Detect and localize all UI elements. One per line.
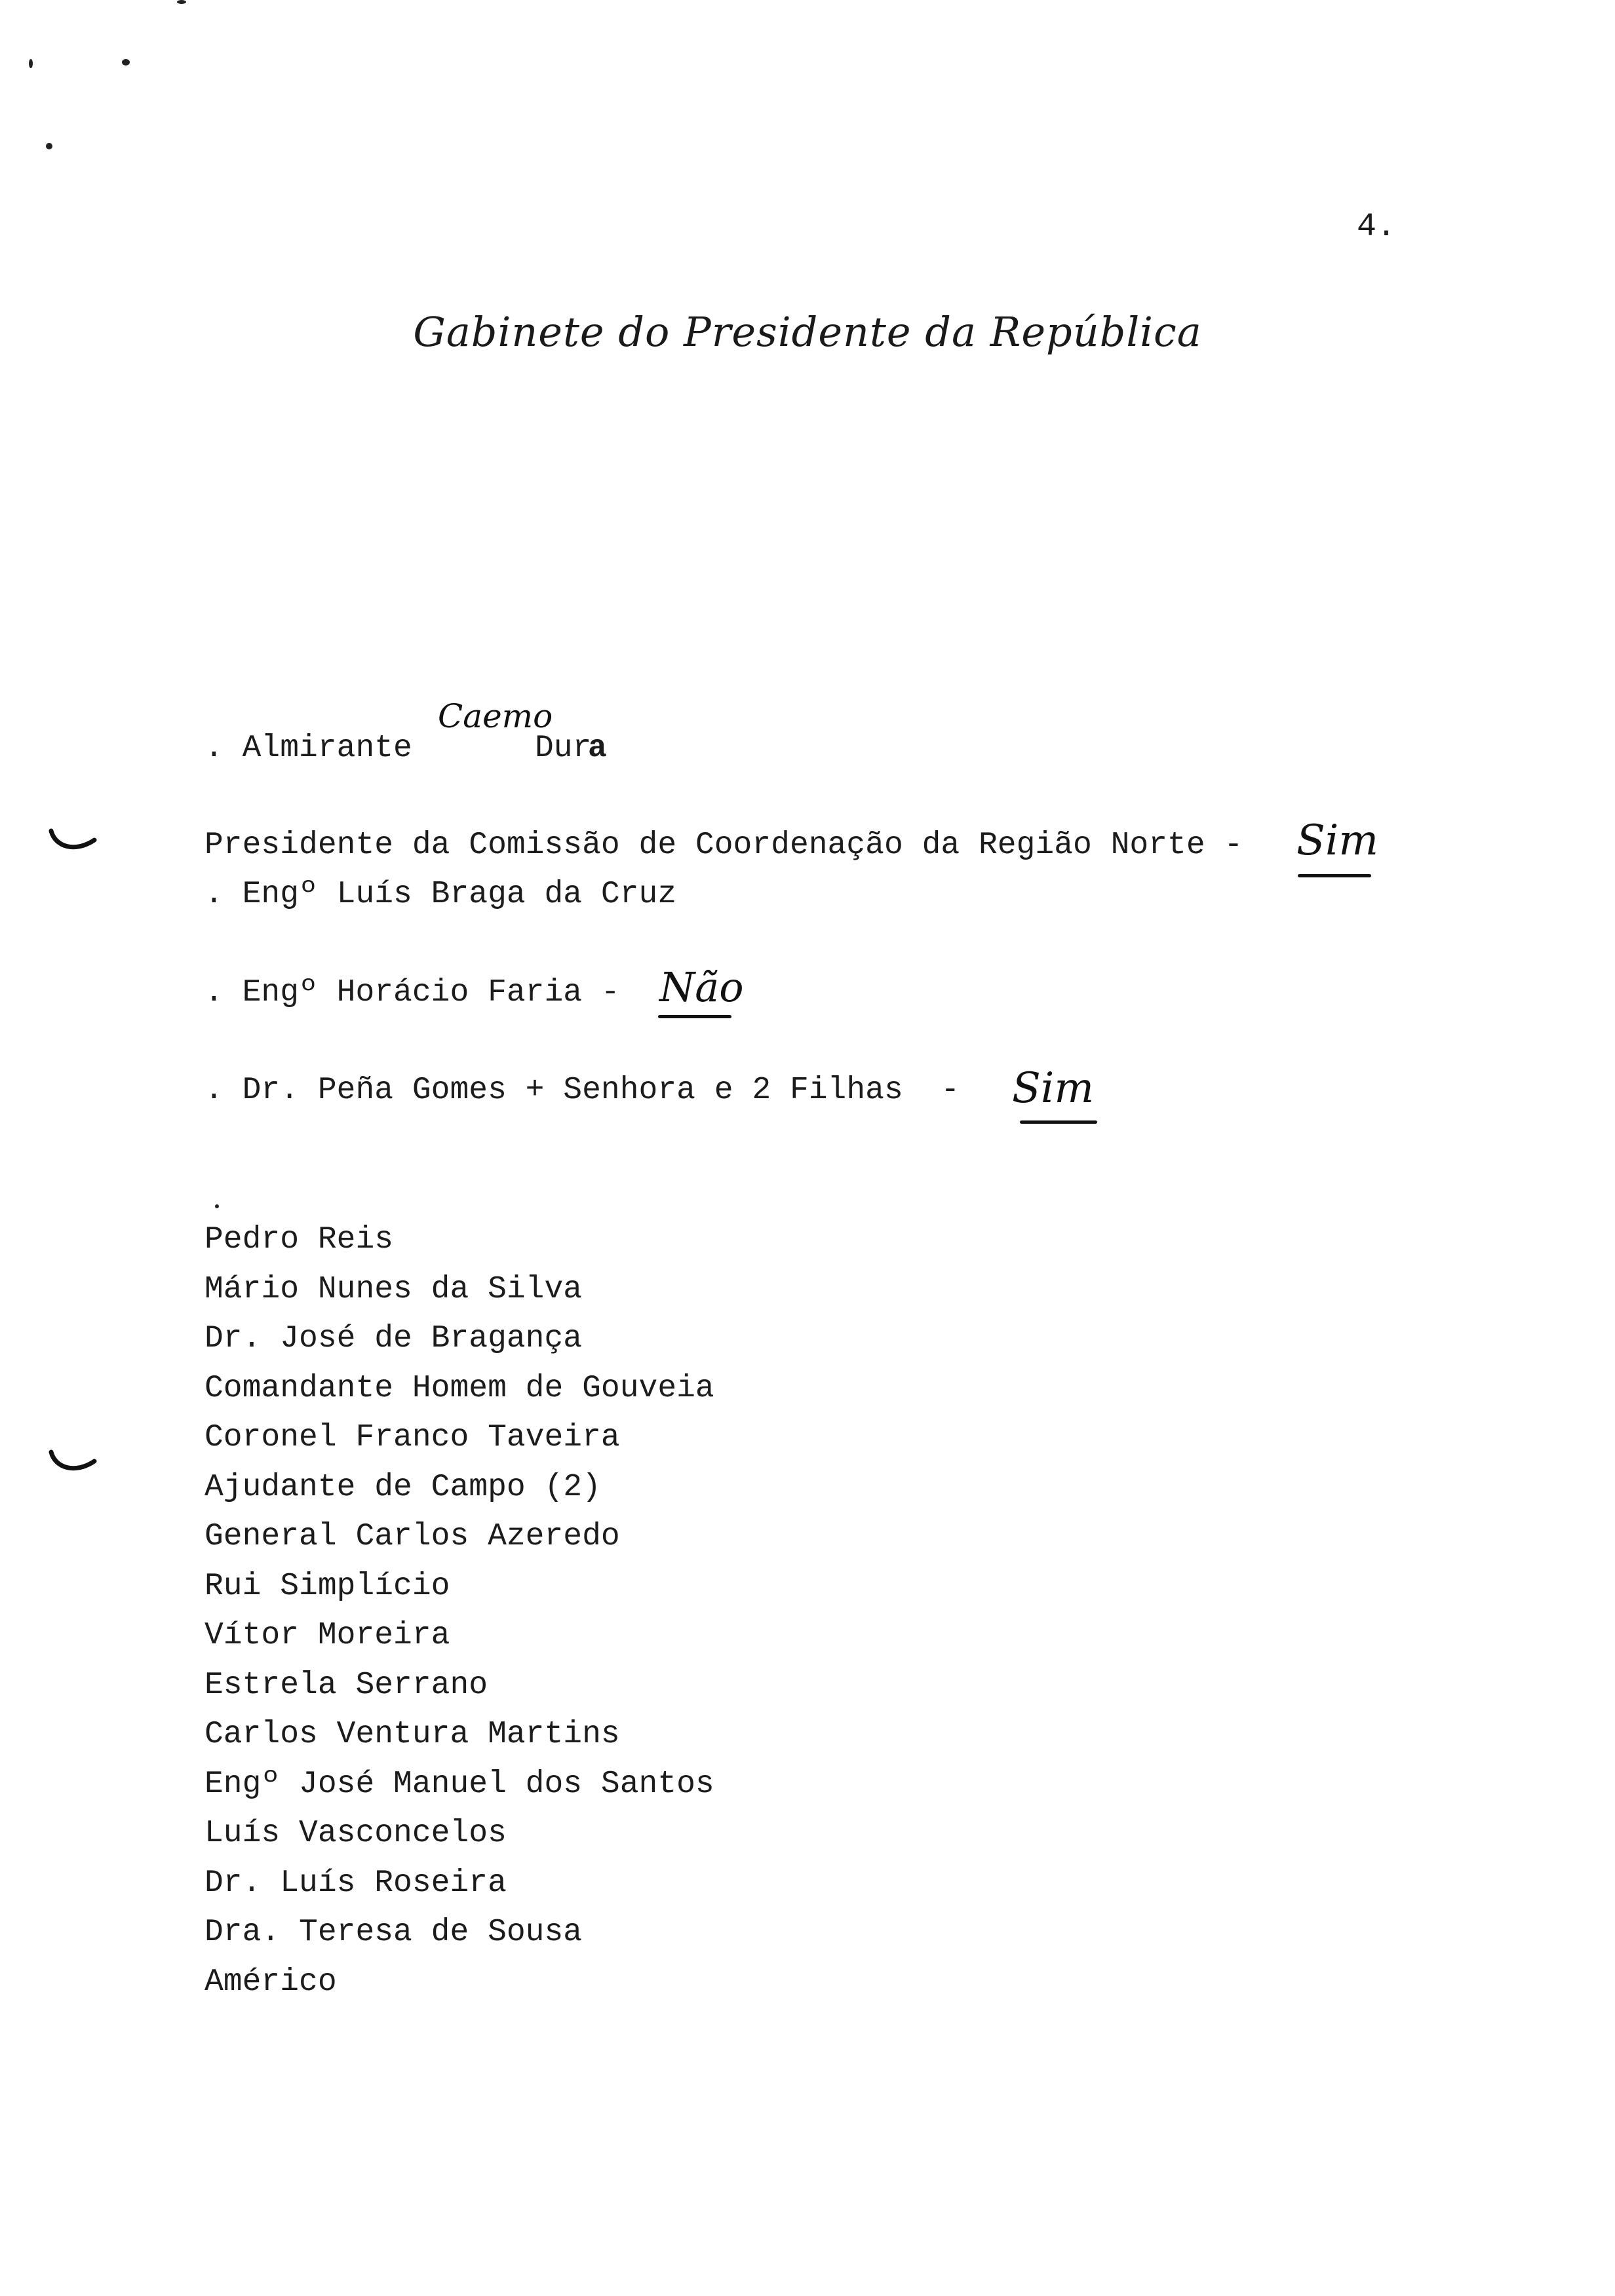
- list-item: Pedro Reis: [204, 1222, 394, 1257]
- list-item: Américo: [204, 1964, 337, 2000]
- handwritten-answer-nao: Não: [659, 963, 744, 1011]
- scan-speck: [122, 59, 130, 66]
- guest-list: [204, 1215, 714, 2007]
- list-item: Carlos Ventura Martins: [204, 1717, 620, 1752]
- list-item: Mário Nunes da Silva: [204, 1271, 583, 1307]
- scan-speck: [215, 1204, 219, 1208]
- handwritten-answer-sim: Sim: [1296, 816, 1378, 865]
- list-item: Dr. José de Bragança: [204, 1321, 583, 1356]
- entry-almirante: . Almirante: [204, 731, 412, 766]
- scan-speck: [46, 143, 52, 149]
- list-item: Dra. Teresa de Sousa: [204, 1915, 583, 1950]
- entry-almirante-surname: Dur: [535, 731, 592, 766]
- check-mark-icon: [49, 1448, 98, 1477]
- handwritten-underline: [1298, 874, 1371, 877]
- handwritten-insert: Caemo: [438, 697, 553, 735]
- handwritten-answer-sim: Sim: [1012, 1064, 1094, 1113]
- list-item: Ajudante de Campo (2): [204, 1469, 601, 1505]
- list-item: Coronel Franco Taveira: [204, 1420, 620, 1455]
- entry-braga-da-cruz: . Engº Luís Braga da Cruz: [204, 877, 677, 912]
- list-item: General Carlos Azeredo: [204, 1519, 620, 1554]
- surname-overwrite: a: [588, 731, 607, 766]
- list-item: Vítor Moreira: [204, 1618, 450, 1653]
- list-item: Rui Simplício: [204, 1568, 450, 1604]
- list-item: Engº José Manuel dos Santos: [204, 1766, 714, 1802]
- list-item: Luís Vasconcelos: [204, 1816, 507, 1851]
- entry-presidente-ccrn: Presidente da Comissão de Coordenação da Região Norte -: [204, 828, 1243, 863]
- handwritten-underline: [658, 1015, 731, 1018]
- letterhead-title: Gabinete do Presidente da República: [413, 308, 1202, 356]
- page-number: 4.: [1357, 208, 1397, 246]
- entry-horacio-faria: . Engº Horácio Faria -: [204, 975, 620, 1010]
- scan-speck: [177, 0, 186, 4]
- entry-pena-gomes: . Dr. Peña Gomes + Senhora e 2 Filhas -: [204, 1073, 960, 1108]
- handwritten-underline: [1020, 1120, 1097, 1124]
- list-item: Dr. Luís Roseira: [204, 1865, 507, 1901]
- list-item: Comandante Homem de Gouveia: [204, 1370, 714, 1406]
- scan-speck: [29, 59, 33, 68]
- check-mark-icon: [49, 827, 98, 856]
- list-item: Estrela Serrano: [204, 1667, 488, 1703]
